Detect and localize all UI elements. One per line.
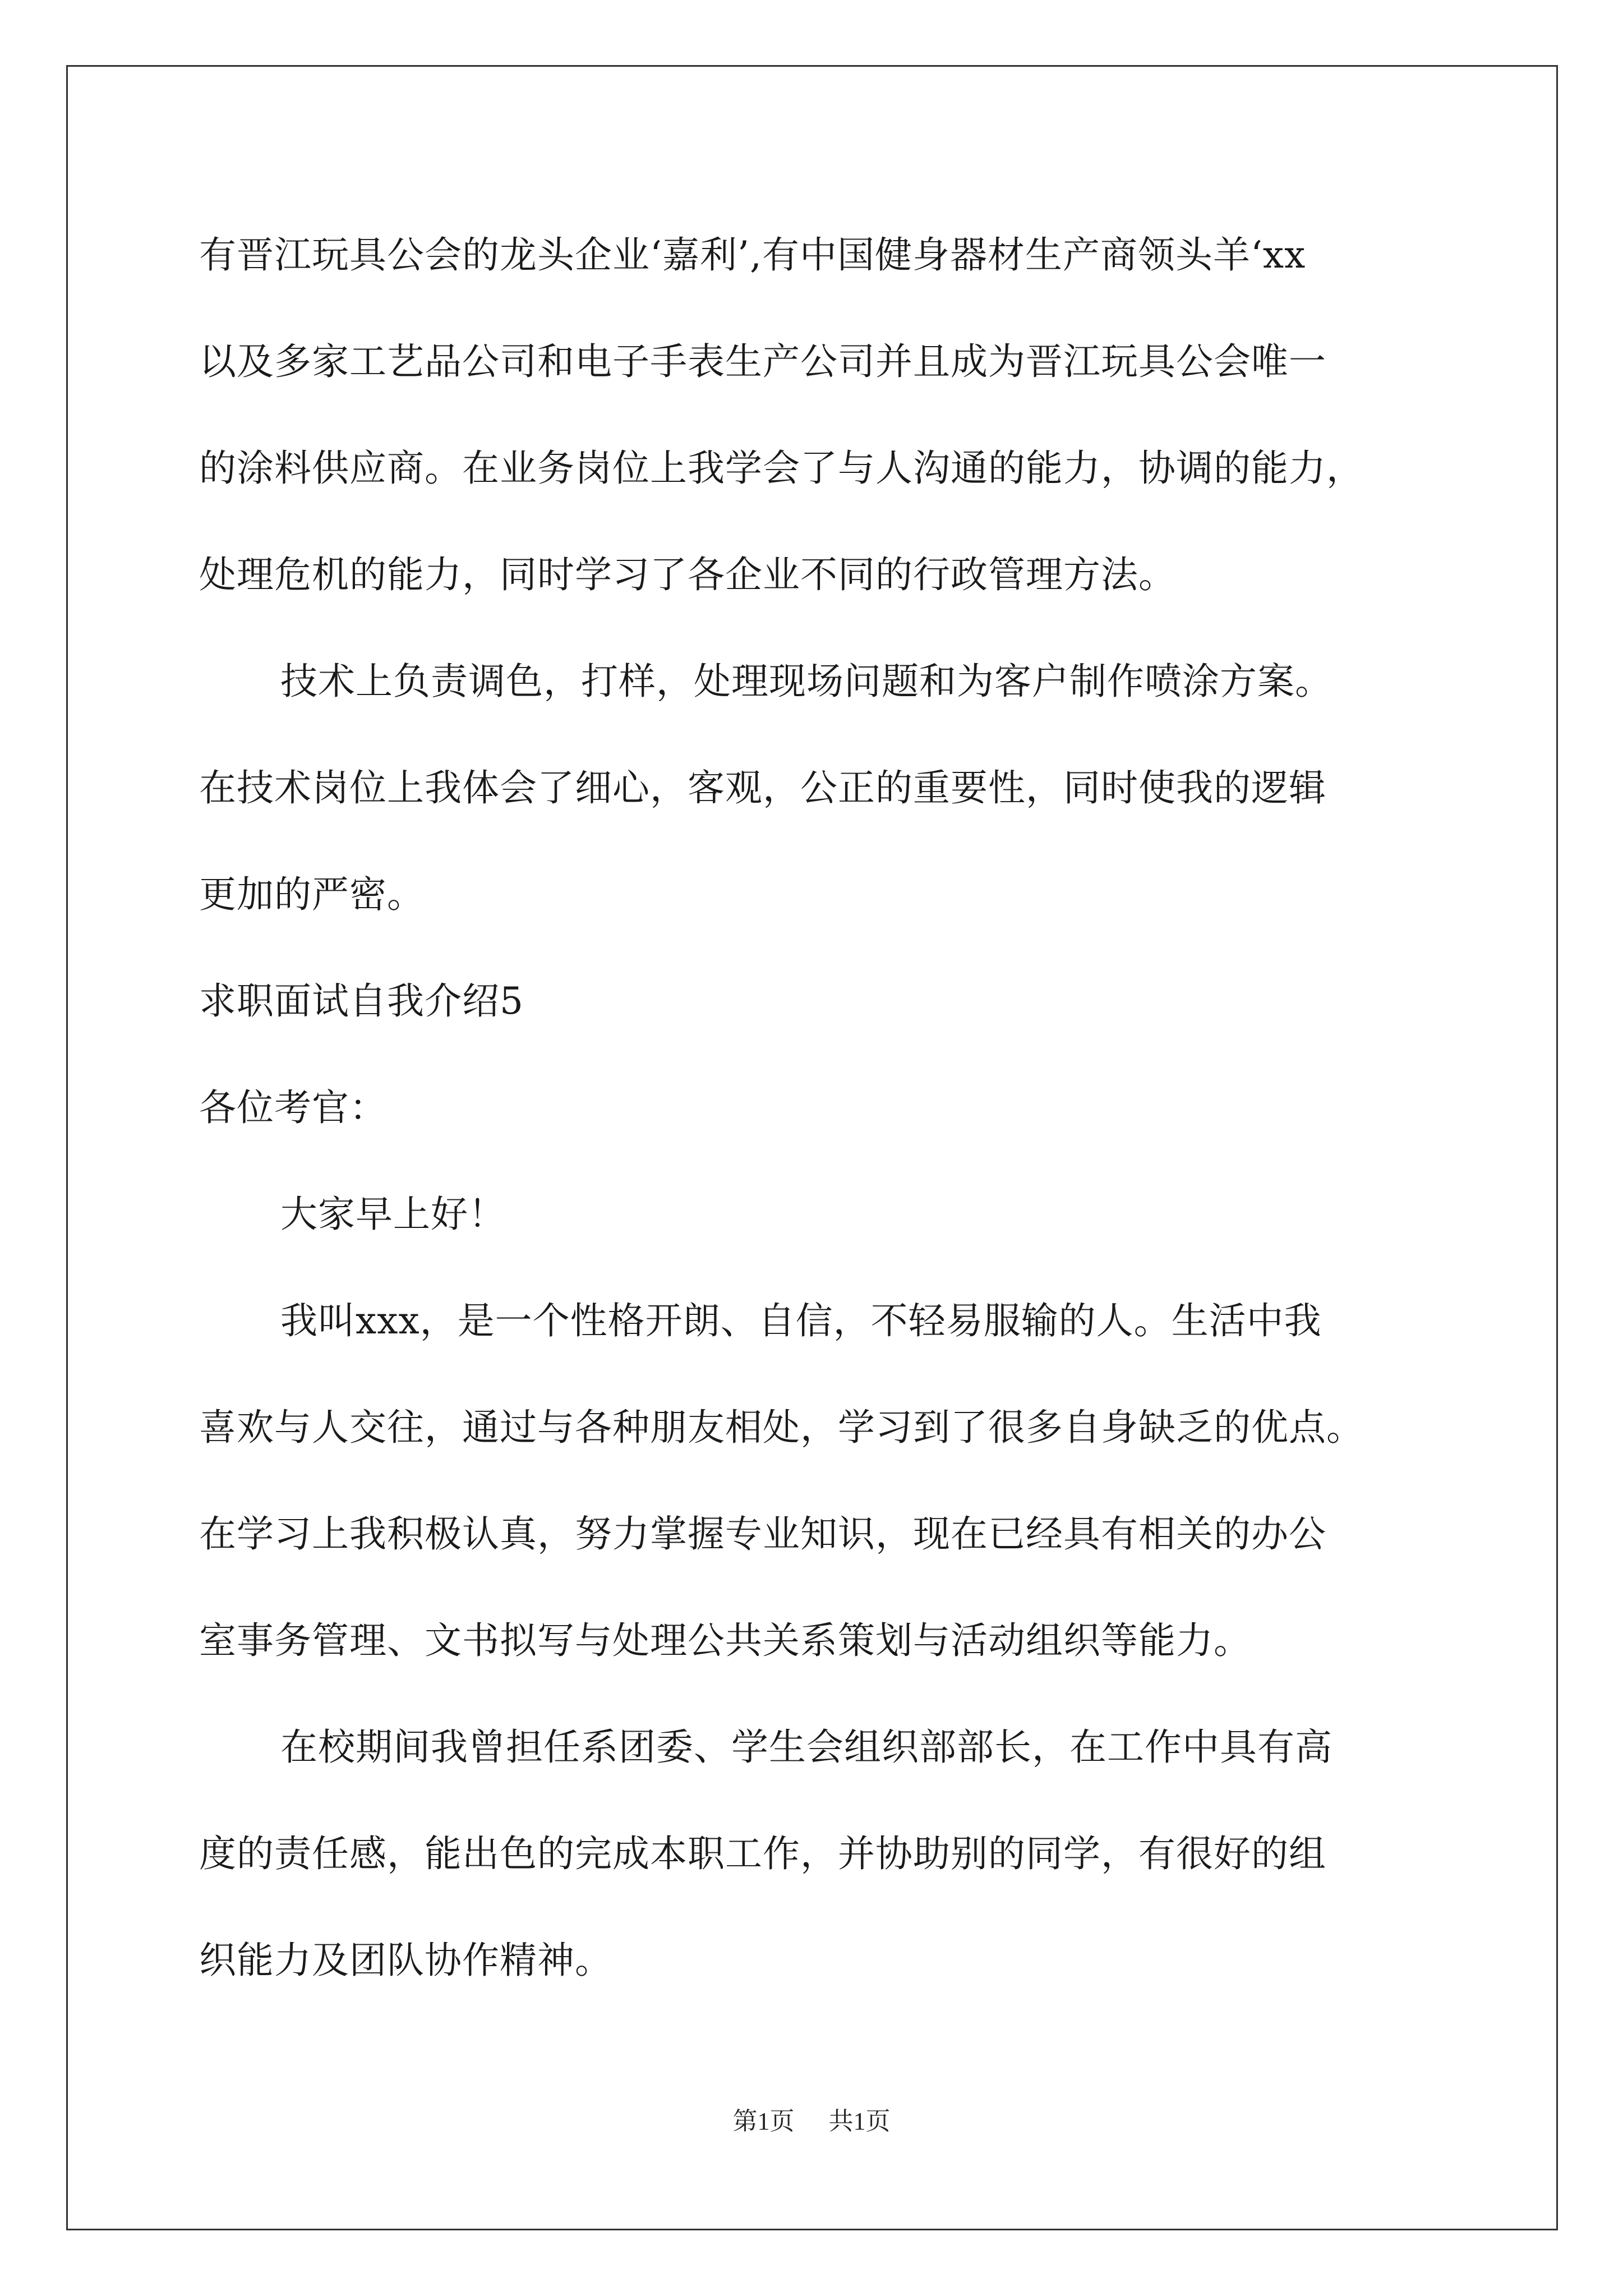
greeting: 大家早上好！	[280, 1193, 506, 1236]
text-line: 在校期间我曾担任系团委、学生会组织部部长，在工作中具有高	[280, 1726, 1332, 1769]
page-footer	[0, 2101, 1623, 2137]
text-line: 以及多家工艺品公司和电子手表生产公司并且成为晋江玩具公会唯一	[199, 340, 1326, 383]
text-line: 在学习上我积极认真，努力掌握专业知识，现在已经具有相关的办公	[199, 1512, 1326, 1556]
document-body	[199, 222, 1483, 2033]
text-line: 有晋江玩具公会的龙头企业‘嘉利’,有中国健身器材生产商领头羊‘xx	[199, 233, 1306, 277]
text-line: 我叫xxx，是一个性格开朗、自信，不轻易服输的人。生活中我	[280, 1299, 1322, 1342]
section-heading: 求职面试自我介绍5	[199, 979, 524, 1023]
text-line: 织能力及团队协作精神。	[199, 1939, 612, 1982]
text-line: 喜欢与人交往，通过与各种朋友相处，学习到了很多自身缺乏的优点。	[199, 1406, 1364, 1449]
text-line: 技术上负责调色，打样，处理现场问题和为客户制作喷涂方案。	[280, 660, 1332, 703]
page-total: 共1页	[828, 2108, 891, 2135]
salutation: 各位考官：	[199, 1086, 387, 1129]
text-line: 室事务管理、文书拟写与处理公共关系策划与活动组织等能力。	[199, 1619, 1251, 1662]
text-line: 更加的严密。	[199, 873, 425, 916]
text-line: 的涂料供应商。在业务岗位上我学会了与人沟通的能力，协调的能力，	[199, 447, 1364, 490]
text-line: 在技术岗位上我体会了细心，客观，公正的重要性，同时使我的逻辑	[199, 766, 1326, 809]
text-line: 度的责任感，能出色的完成本职工作，并协助别的同学，有很好的组	[199, 1832, 1326, 1875]
page-number: 第1页	[732, 2108, 795, 2135]
text-line: 处理危机的能力，同时学习了各企业不同的行政管理方法。	[199, 553, 1176, 596]
